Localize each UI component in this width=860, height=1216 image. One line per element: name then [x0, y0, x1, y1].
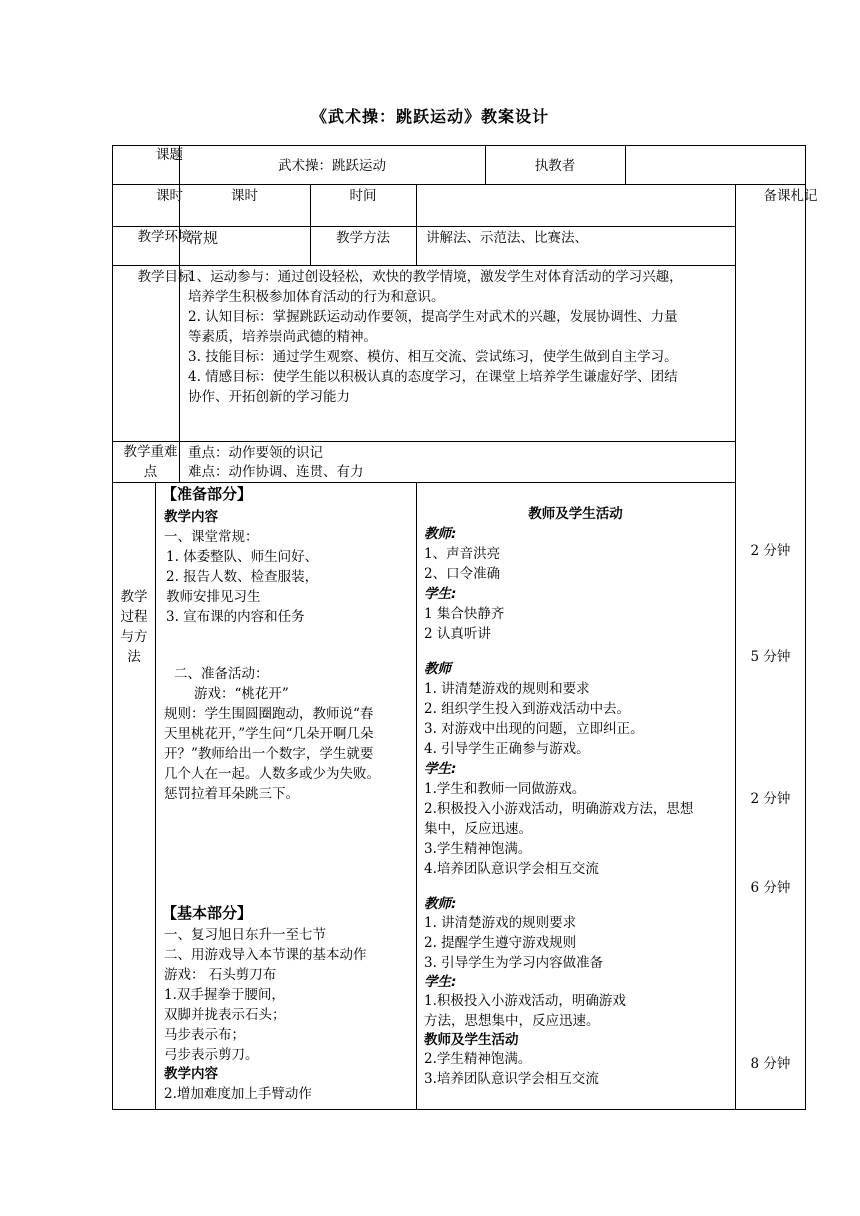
- student-item: 方法，思想集中，反应迅速。: [424, 1013, 600, 1029]
- teacher-item: 1. 讲清楚游戏的规则要求: [424, 915, 577, 931]
- student-item: 3.培养团队意识学会相互交流: [424, 1071, 599, 1087]
- basic-item: 双脚并拢表示石头；: [164, 1007, 286, 1023]
- routine-item: 3. 宣布课的内容和任务: [166, 609, 305, 625]
- goal-line: 4. 情感目标：使学生能以积极认真的态度学习，在课堂上培养学生谦虚好学、团结: [188, 369, 678, 385]
- basic-item: 一、复习旭日东升一至七节: [164, 927, 326, 943]
- teacher-list-1: [424, 544, 500, 584]
- time-column-header: 时间: [349, 188, 377, 204]
- goal-line: 培养学生积极参加体育活动的行为和意识。: [188, 289, 445, 305]
- goal-line: 2. 认知目标：掌握跳跃运动动作要领，提高学生对武术的兴趣，发展协调性、力量: [188, 309, 678, 325]
- activity-heading-2: 教师及学生活动: [424, 1032, 519, 1048]
- prep-heading: 【准备部分】: [162, 485, 253, 503]
- topic-label: 课题: [156, 147, 183, 163]
- game-rules: [164, 704, 380, 804]
- rule-line: 规则：学生围圆圈跑动，教师说“春: [164, 706, 374, 722]
- student-list-1: [424, 604, 504, 644]
- routine-title: 一、课堂常规：: [164, 529, 259, 545]
- period-column-header: 课时: [231, 188, 258, 204]
- time-value: 2 分钟: [750, 543, 791, 559]
- goal-line: 3. 技能目标：通过学生观察、模仿、相互交流、尝试练习，使学生做到自主学习。: [188, 349, 678, 365]
- key-point: 重点：动作要领的识记: [188, 445, 323, 461]
- teacher-list-2: [424, 679, 644, 759]
- basic-item-2: 2.增加难度加上手臂动作: [164, 1086, 312, 1102]
- student-item: 3.学生精神饱满。: [424, 841, 532, 857]
- rule-line: 天里桃花开，”学生问“几朵开啊几朵: [164, 726, 374, 742]
- notes-label: 备课札记: [763, 188, 818, 204]
- rule-line: 开？”教师给出一个数字，学生就要: [164, 746, 374, 762]
- content-heading: 教学内容: [164, 509, 218, 525]
- routine-item: 2. 报告人数、检查服装，: [166, 569, 319, 585]
- student-label-2: 学生:: [424, 761, 457, 777]
- time-value: 6 分钟: [750, 880, 791, 896]
- topic-value: 武术操：跳跃运动: [278, 158, 386, 174]
- student-item: 1.积极投入小游戏活动，明确游戏: [424, 993, 626, 1009]
- key-points-label: 教学重难点: [123, 444, 178, 480]
- basic-item: 二、用游戏导入本节课的基本动作: [164, 947, 367, 963]
- teacher-label-2: 教师: [424, 661, 451, 677]
- rule-line: 几个人在一起。人数多或少为失败。: [164, 766, 380, 782]
- student-item: 2.学生精神饱满。: [424, 1051, 532, 1067]
- method-value: 讲解法、示范法、比赛法、: [426, 230, 588, 246]
- student-label-3: 学生:: [424, 974, 457, 990]
- time-value: 8 分钟: [750, 1056, 791, 1072]
- teacher-list-3: [424, 913, 603, 973]
- warmup-title: 二、准备活动：: [174, 666, 269, 682]
- basic-item: 游戏： 石头剪刀布: [164, 967, 277, 983]
- student-list-2: [424, 779, 693, 879]
- teacher-item: 2. 提醒学生遵守游戏规则: [424, 935, 577, 951]
- student-item: 4.培养团队意识学会相互交流: [424, 861, 599, 877]
- activity-heading: 教师及学生活动: [528, 506, 623, 522]
- difficulty-point: 难点：动作协调、连贯、有力: [188, 464, 364, 480]
- basic-list: [164, 925, 367, 1065]
- student-item: 集中，反应迅速。: [424, 821, 532, 837]
- basic-heading: 【基本部分】: [162, 904, 253, 922]
- teacher-item: 2、口令准确: [424, 566, 501, 582]
- routine-item: 1. 体委整队、师生问好、: [166, 549, 319, 565]
- goals-label: 教学目标: [137, 269, 192, 285]
- env-label: 教学环境: [137, 229, 192, 245]
- goal-line: 等素质，培养崇尚武德的精神。: [188, 329, 377, 345]
- goal-line: 1、运动参与：通过创设轻松，欢快的教学情境，激发学生对体育活动的学习兴趣，: [188, 269, 683, 285]
- student-list-3: [424, 991, 626, 1031]
- goal-line: 协作、开拓创新的学习能力: [188, 389, 350, 405]
- basic-item: 弓步表示剪刀。: [164, 1047, 259, 1063]
- teacher-item: 4. 引导学生正确参与游戏。: [424, 741, 590, 757]
- student-list-4: [424, 1049, 599, 1089]
- teacher-item: 3. 对游戏中出现的问题，立即纠正。: [424, 721, 644, 737]
- student-item: 2 认真听讲: [424, 626, 491, 642]
- teacher-label-1: 教师:: [424, 526, 457, 542]
- student-label-1: 学生:: [424, 586, 457, 602]
- student-item: 2.积极投入小游戏活动，明确游戏方法，思想: [424, 801, 694, 817]
- process-label: 教学过程与方法: [120, 589, 148, 665]
- teacher-item: 1. 讲清楚游戏的规则和要求: [424, 681, 590, 697]
- period-label: 课时: [156, 188, 183, 204]
- basic-content-heading: 教学内容: [164, 1066, 218, 1082]
- page-title: 《武术操：跳跃运动》教案设计: [310, 107, 549, 126]
- teacher-item: 3. 引导学生为学习内容做准备: [424, 955, 604, 971]
- rule-line: 惩罚拉着耳朵跳三下。: [164, 786, 299, 802]
- env-value: 常规: [188, 229, 219, 247]
- basic-item: 1.双手握拳于腰间，: [164, 987, 285, 1003]
- routine-item: 教师安排见习生: [166, 589, 261, 605]
- teacher-label-3: 教师:: [424, 896, 457, 912]
- game-title: 游戏：“桃花开”: [194, 686, 289, 702]
- teacher-item: 1、声音洪亮: [424, 546, 501, 562]
- method-label: 教学方法: [336, 230, 390, 246]
- time-value: 5 分钟: [750, 649, 791, 665]
- teacher-item: 2. 组织学生投入到游戏活动中去。: [424, 701, 631, 717]
- student-item: 1 集合快静齐: [424, 606, 505, 622]
- routine-list: [166, 547, 318, 627]
- goals-list: [188, 267, 683, 407]
- teacher-label: 执教者: [534, 158, 576, 174]
- basic-item: 马步表示布；: [164, 1027, 245, 1043]
- time-value: 2 分钟: [750, 791, 791, 807]
- student-item: 1.学生和教师一同做游戏。: [424, 781, 586, 797]
